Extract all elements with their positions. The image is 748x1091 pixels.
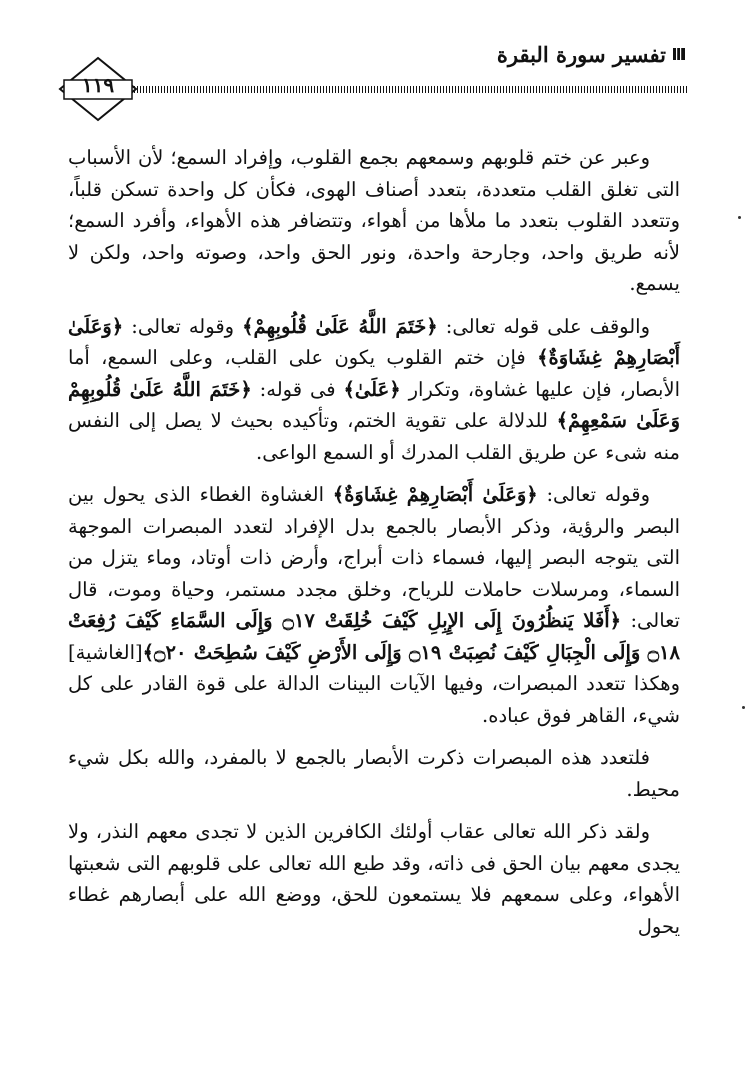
text-run: والوقف على قوله تعالى: [437, 314, 651, 338]
text-run: [الغاشية] وهكذا تتعدد المبصرات، وفيها الآيات البينات الدالة على قوة القادر على كل شيء، القاهر فوق عباده. [68, 640, 680, 727]
text-run: للدلالة على تقوية الختم، وتأكيده بحيث لا يصل إلى النفس منه شىء عن طريق القلب المدرك أو السمع الواعى. [68, 409, 680, 464]
page-number: ١١٩ [81, 73, 115, 97]
quran-quote: ﴿وَعَلَىٰ أَبْصَارِهِمْ غِشَاوَةٌ﴾ [68, 314, 681, 369]
text-run: وقوله تعالى: [537, 483, 650, 506]
text-run: ولقد ذكر الله تعالى عقاب أولئك الكافرين الذين لا تجدى معهم النذر، ولا يجدى معهم بيان الحق فى ذاته، وقد طبع الله تعالى على قلوبهم التى شعبتها الأهواء، وعلى سمعهم فلا يستمعون للحق، ووضع الله على أبصارهم غطاء يحول [68, 820, 680, 938]
quran-quote: ﴿وَعَلَىٰ أَبْصَارِهِمْ غِشَاوَةٌ﴾ [332, 483, 538, 506]
ornament-icon [672, 47, 686, 61]
margin-speck [742, 706, 745, 709]
text-run: وعبر عن ختم قلوبهم وسمعهم بجمع القلوب، وإفراد السمع؛ لأن الأسباب التى تغلق القلب متعددة، بتعدد أصناف الهوى، فكأن كل واحدة تسكن قلباً، وتتعدد القلوب بتعدد ما ملأها من أهواء، وتتضافر هذه الأهواء، وأفرد السمع؛ لأنه طريق واحد، وجارحة واحدة، ونور الحق واحد، وصوته واحد، ولكن لا يسمع. [68, 146, 680, 295]
paragraph [68, 311, 680, 469]
paragraph [68, 742, 680, 805]
paragraph [68, 816, 680, 942]
body-text [68, 142, 680, 942]
quran-quote: ﴿خَتَمَ اللَّهُ عَلَىٰ قُلُوبِهِمْ وَعَلَىٰ سَمْعِهِمْ﴾ [68, 377, 680, 432]
text-run: فإن ختم القلوب يكون على القلب، وعلى السمع، أما الأبصار، فإن عليها غشاوة، وتكرار [68, 346, 680, 401]
header-rule [122, 86, 688, 93]
quran-quote: ﴿أَفَلا يَنظُرُونَ إِلَى الإِبِلِ كَيْفَ خُلِقَتْ ۝١٧ وَإِلَى السَّمَاءِ كَيْفَ رُفِعَتْ ۝١٨ وَإِلَى الْجِبَالِ كَيْفَ نُصِبَتْ ۝١٩ وَإِلَى الأَرْضِ كَيْفَ سُطِحَتْ ۝٢٠﴾ [68, 609, 680, 664]
paragraph [68, 479, 680, 731]
text-run: فلتعدد هذه المبصرات ذكرت الأبصار بالجمع لا بالمفرد، والله بكل شيء محيط. [68, 746, 680, 801]
paragraph [68, 142, 680, 300]
text-run: وقوله تعالى: [123, 314, 243, 338]
book-title: تفسير سورة البقرة [496, 42, 666, 67]
quran-quote: ﴿خَتَمَ اللَّهُ عَلَىٰ قُلُوبِهِمْ﴾ [242, 314, 438, 338]
quran-quote: ﴿عَلَىٰ﴾ [343, 377, 401, 401]
text-run: الغشاوة الغطاء الذى يحول بين البصر والرؤية، وذكر الأبصار بالجمع بدل الإفراد لتعدد المبصرات الموجهة التى يتوجه البصر إليها، فسماء ذات أبراج، وأرض ذات أوتاد، وماء يتزل من السماء، ومرسلات حاملات للرياح، وخلق مجدد مستمر، وحياة وموت، قال تعالى: [68, 483, 680, 632]
page-header [0, 0, 748, 140]
margin-speck [738, 216, 741, 219]
text-run: فى قوله: [251, 377, 344, 401]
